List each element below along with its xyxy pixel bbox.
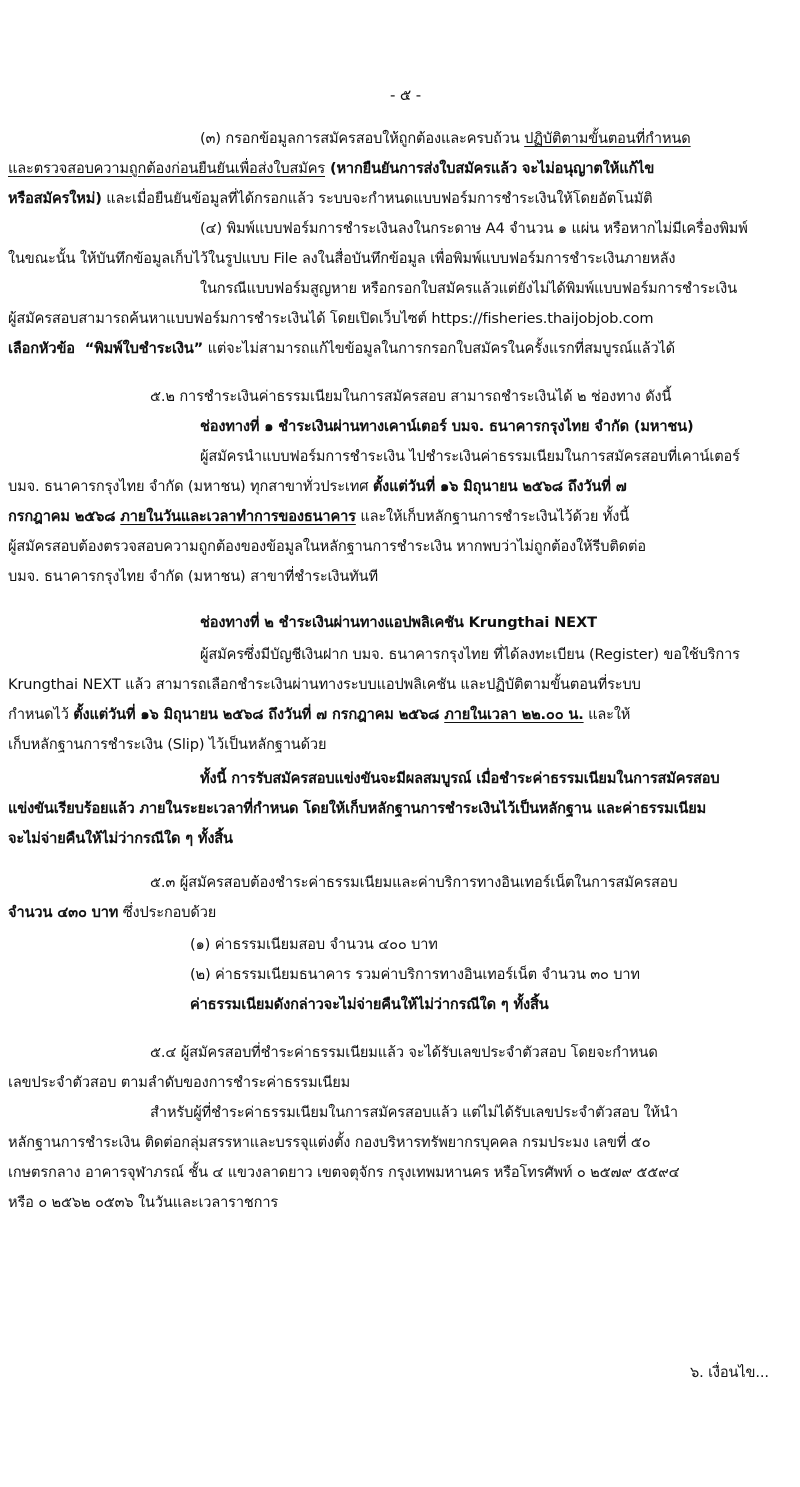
section-5-4-para-2-line-2: หลักฐานการชำระเงิน ติดต่อกลุ่มสรรหาและบรรจุแต่งตั้ง กองบริหารทรัพยากรบุคคล กรมประมง เลขที่ ๕๐ [8, 1134, 651, 1151]
item-3-line-2 [8, 154, 800, 184]
channel-1-date-end: กรกฎาคม ๒๕๖๘ [8, 508, 121, 525]
item-3-underline-2: และตรวจสอบความถูกต้องก่อนยืนยันเพื่อส่งใบสมัคร [8, 160, 326, 177]
item-3-line-1 [200, 124, 800, 154]
channel-2-line-3 [8, 700, 800, 730]
note-line-3: จะไม่จ่ายคืนให้ไม่ว่ากรณีใด ๆ ทั้งสิ้น [8, 830, 233, 847]
item-3-line-3 [8, 184, 800, 214]
channel-2-text: กำหนดไว้ [8, 706, 74, 723]
section-5-3-line-1: ๕.๓ ผู้สมัครสอบต้องชำระค่าธรรมเนียมและค่าบริการทางอินเทอร์เน็ตในการสมัครสอบ [150, 874, 678, 891]
channel-2-time: ภายในเวลา ๒๒.๐๐ น. [444, 706, 584, 723]
section-5-2-heading: ๕.๒ การชำระเงินค่าธรรมเนียมในการสมัครสอบ สามารถชำระเงินได้ ๒ ช่องทาง ดังนี้ [150, 388, 672, 405]
section-5-4-para-2-line-4: หรือ ๐ ๒๕๖๒ ๐๕๓๖ ในวันและเวลาราชการ [8, 1194, 279, 1211]
channel-1-line-4: ผู้สมัครสอบต้องตรวจสอบความถูกต้องของข้อมูลในหลักฐานการชำระเงิน หากพบว่าไม่ถูกต้องให้รีบติดต่อ [8, 538, 646, 555]
section-5-3-line-2 [8, 898, 800, 928]
item-4-line-1: (๔) พิมพ์แบบฟอร์มการชำระเงินลงในกระดาษ A4 จำนวน ๑ แผ่น หรือหากไม่มีเครื่องพิมพ์ [200, 220, 748, 237]
channel-2-dates: ตั้งแต่วันที่ ๑๖ มิถุนายน ๒๕๖๘ ถึงวันที่ ๗ กรกฎาคม ๒๕๖๘ [73, 706, 445, 723]
item-4-bold: เลือกหัวข้อ “พิมพ์ใบชำระเงิน” [8, 340, 204, 357]
item-3-text-2: และเมื่อยืนยันข้อมูลที่ได้กรอกแล้ว ระบบจะกำหนดแบบฟอร์มการชำระเงินให้โดยอัตโนมัติ [101, 190, 653, 207]
item-4-line-3: ในกรณีแบบฟอร์มสูญหาย หรือกรอกใบสมัครแล้วแต่ยังไม่ได้พิมพ์แบบฟอร์มการชำระเงิน [200, 280, 737, 297]
channel-1-hours: ภายในวันและเวลาทำการของธนาคาร [120, 508, 356, 525]
fee-item-2: (๒) ค่าธรรมเนียมธนาคาร รวมค่าบริการทางอินเทอร์เน็ต จำนวน ๓๐ บาท [190, 966, 640, 983]
channel-1-line-3 [8, 502, 800, 532]
section-5-4-line-2: เลขประจำตัวสอบ ตามลำดับของการชำระค่าธรรมเนียม [8, 1074, 351, 1091]
channel-2-tail: และให้ [583, 706, 631, 723]
item-4-line-2: ในขณะนั้น ให้บันทึกข้อมูลเก็บไว้ในรูปแบบ File ลงในสื่อบันทึกข้อมูล เพื่อพิมพ์แบบฟอร์มการชำระเงินภายหลัง [8, 250, 676, 267]
item-4-line-4: ผู้สมัครสอบสามารถค้นหาแบบฟอร์มการชำระเงินได้ โดยเปิดเว็บไซต์ https://fisheries.thaijobjob.com [8, 310, 654, 327]
channel-1-text-2: และให้เก็บหลักฐานการชำระเงินไว้ด้วย ทั้งนี้ [355, 508, 630, 525]
item-3-bold: (หากยืนยันการส่งใบสมัครแล้ว จะไม่อนุญาตให้แก้ไข [325, 160, 655, 177]
channel-1-title: ช่องทางที่ ๑ ชำระเงินผ่านทางเคาน์เตอร์ บมจ. ธนาคารกรุงไทย จำกัด (มหาชน) [200, 418, 694, 435]
channel-1-dates: ตั้งแต่วันที่ ๑๖ มิถุนายน ๒๕๖๘ ถึงวันที่ ๗ [372, 478, 627, 495]
section-5-4-line-1: ๕.๔ ผู้สมัครสอบที่ชำระค่าธรรมเนียมแล้ว จะได้รับเลขประจำตัวสอบ โดยจะกำหนด [150, 1044, 658, 1061]
note-line-1: ทั้งนี้ การรับสมัครสอบแข่งขันจะมีผลสมบูรณ์ เมื่อชำระค่าธรรมเนียมในการสมัครสอบ [200, 770, 720, 787]
continuation-note: ๖. เงื่อนไข... [690, 1364, 769, 1381]
fee-total-text: ซึ่งประกอบด้วย [118, 904, 217, 921]
channel-1-line-5: บมจ. ธนาคารกรุงไทย จำกัด (มหาชน) สาขาที่ชำระเงินทันที [8, 568, 378, 585]
item-3-bold-2: หรือสมัครใหม่) [8, 190, 102, 207]
fee-note: ค่าธรรมเนียมดังกล่าวจะไม่จ่ายคืนให้ไม่ว่ากรณีใด ๆ ทั้งสิ้น [190, 996, 549, 1013]
channel-1-text: บมจ. ธนาคารกรุงไทย จำกัด (มหาชน) ทุกสาขาทั่วประเทศ [8, 478, 373, 495]
note-line-2: แข่งขันเรียบร้อยแล้ว ภายในระยะเวลาที่กำหนด โดยให้เก็บหลักฐานการชำระเงินไว้เป็นหลักฐาน และค่าธรรมเนียม [8, 800, 707, 817]
channel-2-line-1: ผู้สมัครซึ่งมีบัญชีเงินฝาก บมจ. ธนาคารกรุงไทย ที่ได้ลงทะเบียน (Register) ขอใช้บริการ [200, 646, 740, 663]
channel-2-title: ช่องทางที่ ๒ ชำระเงินผ่านทางแอปพลิเคชัน Krungthai NEXT [200, 614, 597, 631]
item-4-text: แต่จะไม่สามารถแก้ไขข้อมูลในการกรอกใบสมัครในครั้งแรกที่สมบูรณ์แล้วได้ [203, 340, 676, 357]
section-5-4-para-2-line-3: เกษตรกลาง อาคารจุฬาภรณ์ ชั้น ๔ แขวงลาดยาว เขตจตุจักร กรุงเทพมหานคร หรือโทรศัพท์ ๐ ๒๕๗๙ ๕๕๙๔ [8, 1164, 680, 1181]
channel-1-line-2 [8, 472, 800, 502]
page-number: - ๕ - [390, 86, 421, 104]
channel-2-line-4: เก็บหลักฐานการชำระเงิน (Slip) ไว้เป็นหลักฐานด้วย [8, 736, 327, 753]
section-5-4-para-2-line-1: สำหรับผู้ที่ชำระค่าธรรมเนียมในการสมัครสอบแล้ว แต่ไม่ได้รับเลขประจำตัวสอบ ให้นำ [150, 1104, 678, 1121]
channel-2-line-2: Krungthai NEXT แล้ว สามารถเลือกชำระเงินผ่านทางระบบแอปพลิเคชัน และปฏิบัติตามขั้นตอนที่ระบบ [8, 676, 641, 693]
fee-total: จำนวน ๔๓๐ บาท [8, 904, 119, 921]
item-3-text: (๓) กรอกข้อมูลการสมัครสอบให้ถูกต้องและครบถ้วน [200, 130, 525, 147]
item-4-line-5 [8, 334, 800, 364]
channel-1-line-1: ผู้สมัครนำแบบฟอร์มการชำระเงิน ไปชำระเงินค่าธรรมเนียมในการสมัครสอบที่เคาน์เตอร์ [200, 448, 740, 465]
item-3-underline: ปฏิบัติตามขั้นตอนที่กำหนด [524, 130, 691, 147]
fee-item-1: (๑) ค่าธรรมเนียมสอบ จำนวน ๔๐๐ บาท [190, 936, 438, 953]
